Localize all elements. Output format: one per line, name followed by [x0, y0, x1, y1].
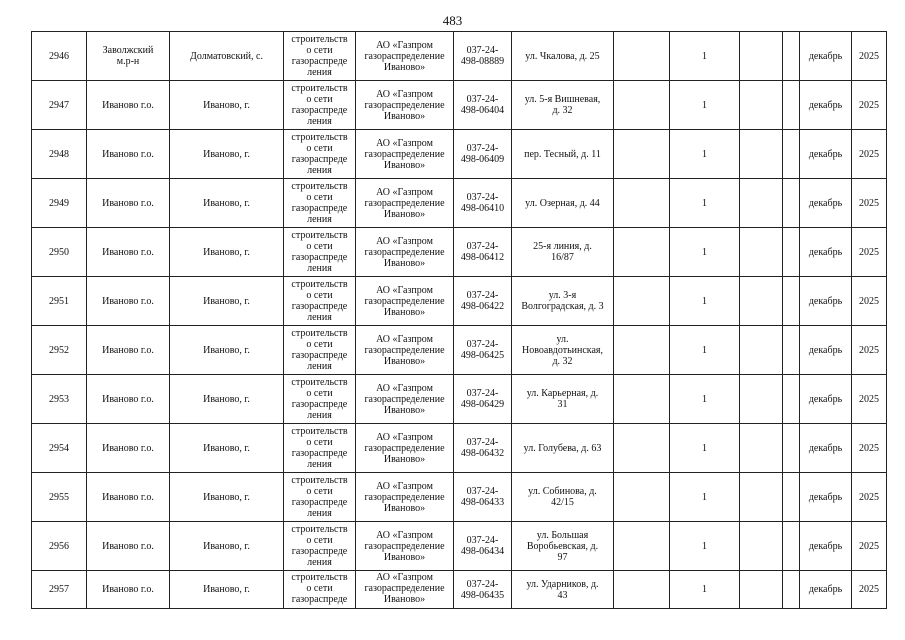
organization-cell: АО «Газпром газораспределение Иваново»	[356, 424, 454, 473]
row-number-cell: 2954	[32, 424, 87, 473]
settlement-cell: Иваново, г.	[170, 228, 284, 277]
organization-cell: АО «Газпром газораспределение Иваново»	[356, 130, 454, 179]
year-cell: 2025	[852, 424, 887, 473]
object-code-cell: 037-24- 498-06425	[454, 326, 512, 375]
table-row	[32, 375, 887, 424]
empty-cell	[783, 228, 800, 277]
work-type-cell: строительств о сети газораспреде ления	[284, 326, 356, 375]
empty-cell	[783, 179, 800, 228]
row-number-cell: 2946	[32, 32, 87, 81]
month-cell: декабрь	[800, 326, 852, 375]
district-cell: Иваново г.о.	[87, 571, 170, 609]
object-code-cell: 037-24- 498-06412	[454, 228, 512, 277]
empty-cell	[783, 130, 800, 179]
quantity-cell: 1	[670, 179, 740, 228]
quantity-cell: 1	[670, 130, 740, 179]
empty-cell	[740, 32, 783, 81]
row-number-cell: 2953	[32, 375, 87, 424]
year-cell: 2025	[852, 179, 887, 228]
work-type-cell: строительств о сети газораспреде ления	[284, 32, 356, 81]
month-cell: декабрь	[800, 424, 852, 473]
work-type-cell: строительств о сети газораспреде ления	[284, 228, 356, 277]
empty-cell	[740, 228, 783, 277]
organization-cell: АО «Газпром газораспределение Иваново»	[356, 81, 454, 130]
district-cell: Иваново г.о.	[87, 473, 170, 522]
address-cell: ул. Голубева, д. 63	[512, 424, 614, 473]
month-cell: декабрь	[800, 522, 852, 571]
settlement-cell: Иваново, г.	[170, 522, 284, 571]
month-cell: декабрь	[800, 179, 852, 228]
object-code-cell: 037-24- 498-06409	[454, 130, 512, 179]
table-row	[32, 571, 887, 609]
quantity-cell: 1	[670, 277, 740, 326]
settlement-cell: Иваново, г.	[170, 571, 284, 609]
organization-cell: АО «Газпром газораспределение Иваново»	[356, 473, 454, 522]
district-cell: Иваново г.о.	[87, 375, 170, 424]
quantity-cell: 1	[670, 228, 740, 277]
empty-cell	[783, 277, 800, 326]
empty-cell	[783, 32, 800, 81]
organization-cell: АО «Газпром газораспределение Иваново»	[356, 179, 454, 228]
empty-cell	[740, 571, 783, 609]
year-cell: 2025	[852, 130, 887, 179]
work-type-cell: строительств о сети газораспреде ления	[284, 277, 356, 326]
address-cell: ул. Ударников, д. 43	[512, 571, 614, 609]
year-cell: 2025	[852, 473, 887, 522]
table-row	[32, 130, 887, 179]
row-number-cell: 2956	[32, 522, 87, 571]
row-number-cell: 2952	[32, 326, 87, 375]
settlement-cell: Иваново, г.	[170, 424, 284, 473]
address-cell: ул. 3-я Волгоградская, д. 3	[512, 277, 614, 326]
district-cell: Иваново г.о.	[87, 81, 170, 130]
year-cell: 2025	[852, 571, 887, 609]
district-cell: Иваново г.о.	[87, 179, 170, 228]
empty-cell	[783, 522, 800, 571]
quantity-cell: 1	[670, 473, 740, 522]
empty-cell	[783, 571, 800, 609]
empty-cell	[740, 375, 783, 424]
settlement-cell: Иваново, г.	[170, 326, 284, 375]
object-code-cell: 037-24- 498-08889	[454, 32, 512, 81]
district-cell: Иваново г.о.	[87, 228, 170, 277]
month-cell: декабрь	[800, 277, 852, 326]
quantity-cell: 1	[670, 375, 740, 424]
year-cell: 2025	[852, 522, 887, 571]
year-cell: 2025	[852, 326, 887, 375]
empty-cell	[783, 81, 800, 130]
quantity-cell: 1	[670, 424, 740, 473]
year-cell: 2025	[852, 32, 887, 81]
object-code-cell: 037-24- 498-06404	[454, 81, 512, 130]
object-code-cell: 037-24- 498-06422	[454, 277, 512, 326]
settlement-cell: Иваново, г.	[170, 81, 284, 130]
empty-cell	[783, 424, 800, 473]
organization-cell: АО «Газпром газораспределение Иваново»	[356, 326, 454, 375]
month-cell: декабрь	[800, 228, 852, 277]
row-number-cell: 2951	[32, 277, 87, 326]
row-number-cell: 2948	[32, 130, 87, 179]
object-code-cell: 037-24- 498-06433	[454, 473, 512, 522]
empty-cell	[740, 277, 783, 326]
quantity-cell: 1	[670, 81, 740, 130]
quantity-cell: 1	[670, 32, 740, 81]
empty-cell	[614, 424, 670, 473]
organization-cell: АО «Газпром газораспределение Иваново»	[356, 522, 454, 571]
empty-cell	[740, 81, 783, 130]
quantity-cell: 1	[670, 326, 740, 375]
empty-cell	[614, 375, 670, 424]
object-code-cell: 037-24- 498-06435	[454, 571, 512, 609]
district-cell: Иваново г.о.	[87, 130, 170, 179]
empty-cell	[740, 179, 783, 228]
address-cell: ул. Карьерная, д. 31	[512, 375, 614, 424]
table-row	[32, 81, 887, 130]
organization-cell: АО «Газпром газораспределение Иваново»	[356, 277, 454, 326]
work-type-cell: строительств о сети газораспреде ления	[284, 179, 356, 228]
empty-cell	[740, 130, 783, 179]
district-cell: Иваново г.о.	[87, 522, 170, 571]
empty-cell	[614, 32, 670, 81]
settlement-cell: Долматовский, с.	[170, 32, 284, 81]
empty-cell	[614, 571, 670, 609]
object-code-cell: 037-24- 498-06410	[454, 179, 512, 228]
work-type-cell: строительств о сети газораспреде ления	[284, 522, 356, 571]
organization-cell: АО «Газпром газораспределение Иваново»	[356, 32, 454, 81]
table-row	[32, 473, 887, 522]
district-cell: Иваново г.о.	[87, 326, 170, 375]
month-cell: декабрь	[800, 375, 852, 424]
year-cell: 2025	[852, 228, 887, 277]
address-cell: ул. Озерная, д. 44	[512, 179, 614, 228]
empty-cell	[740, 326, 783, 375]
work-type-cell: строительств о сети газораспреде ления	[284, 130, 356, 179]
object-code-cell: 037-24- 498-06432	[454, 424, 512, 473]
month-cell: декабрь	[800, 473, 852, 522]
quantity-cell: 1	[670, 571, 740, 609]
work-type-cell: строительств о сети газораспреде ления	[284, 375, 356, 424]
empty-cell	[614, 179, 670, 228]
district-cell: Заволжский м.р-н	[87, 32, 170, 81]
table-row	[32, 424, 887, 473]
address-cell: ул. Большая Воробьевская, д. 97	[512, 522, 614, 571]
empty-cell	[614, 326, 670, 375]
address-cell: ул. Новоавдотьинская, д. 32	[512, 326, 614, 375]
district-cell: Иваново г.о.	[87, 277, 170, 326]
page-number: 483	[442, 13, 463, 28]
address-cell: ул. 5-я Вишневая, д. 32	[512, 81, 614, 130]
row-number-cell: 2947	[32, 81, 87, 130]
work-type-cell: строительств о сети газораспреде ления	[284, 424, 356, 473]
empty-cell	[783, 375, 800, 424]
year-cell: 2025	[852, 277, 887, 326]
table-row	[32, 522, 887, 571]
settlement-cell: Иваново, г.	[170, 277, 284, 326]
address-cell: 25-я линия, д. 16/87	[512, 228, 614, 277]
row-number-cell: 2950	[32, 228, 87, 277]
month-cell: декабрь	[800, 32, 852, 81]
empty-cell	[614, 522, 670, 571]
empty-cell	[614, 81, 670, 130]
empty-cell	[614, 228, 670, 277]
table-row	[32, 32, 887, 81]
address-cell: ул. Собинова, д. 42/15	[512, 473, 614, 522]
gas-network-table	[31, 31, 887, 609]
month-cell: декабрь	[800, 81, 852, 130]
table-row	[32, 326, 887, 375]
empty-cell	[740, 424, 783, 473]
work-type-cell: строительств о сети газораспреде	[284, 571, 356, 609]
settlement-cell: Иваново, г.	[170, 179, 284, 228]
settlement-cell: Иваново, г.	[170, 375, 284, 424]
address-cell: ул. Чкалова, д. 25	[512, 32, 614, 81]
month-cell: декабрь	[800, 130, 852, 179]
empty-cell	[614, 277, 670, 326]
settlement-cell: Иваново, г.	[170, 473, 284, 522]
settlement-cell: Иваново, г.	[170, 130, 284, 179]
table-row	[32, 179, 887, 228]
district-cell: Иваново г.о.	[87, 424, 170, 473]
empty-cell	[740, 522, 783, 571]
empty-cell	[740, 473, 783, 522]
empty-cell	[614, 473, 670, 522]
row-number-cell: 2955	[32, 473, 87, 522]
table-row	[32, 228, 887, 277]
table-row	[32, 277, 887, 326]
quantity-cell: 1	[670, 522, 740, 571]
year-cell: 2025	[852, 375, 887, 424]
work-type-cell: строительств о сети газораспреде ления	[284, 81, 356, 130]
object-code-cell: 037-24- 498-06429	[454, 375, 512, 424]
organization-cell: АО «Газпром газораспределение Иваново»	[356, 228, 454, 277]
year-cell: 2025	[852, 81, 887, 130]
empty-cell	[614, 130, 670, 179]
object-code-cell: 037-24- 498-06434	[454, 522, 512, 571]
row-number-cell: 2949	[32, 179, 87, 228]
month-cell: декабрь	[800, 571, 852, 609]
empty-cell	[783, 473, 800, 522]
row-number-cell: 2957	[32, 571, 87, 609]
table-body	[32, 32, 887, 609]
organization-cell: АО «Газпром газораспределение Иваново»	[356, 571, 454, 609]
empty-cell	[783, 326, 800, 375]
work-type-cell: строительств о сети газораспреде ления	[284, 473, 356, 522]
address-cell: пер. Тесный, д. 11	[512, 130, 614, 179]
organization-cell: АО «Газпром газораспределение Иваново»	[356, 375, 454, 424]
